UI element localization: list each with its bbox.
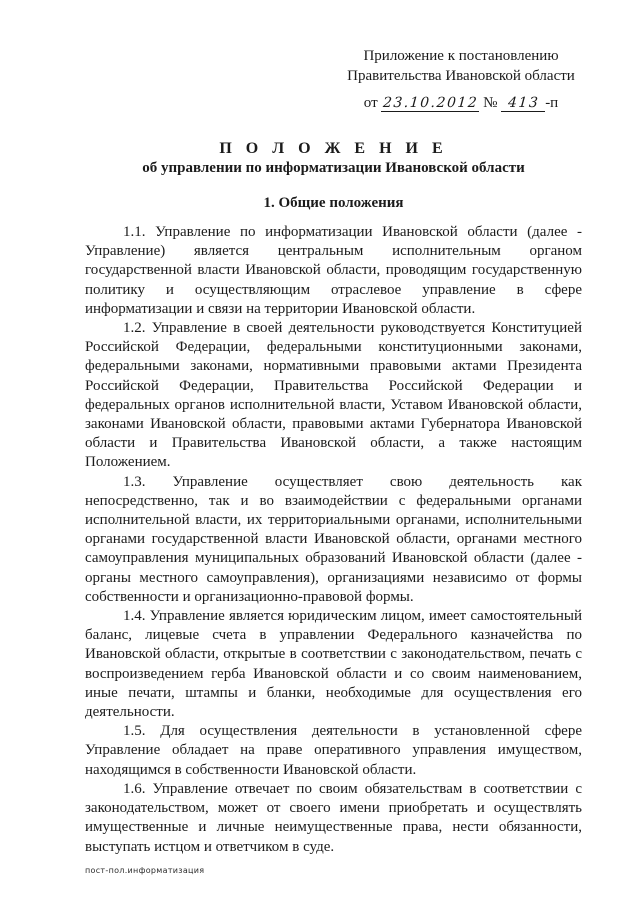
document-subtitle: об управлении по информатизации Ивановской области: [142, 160, 525, 176]
annex-number-field: [501, 96, 545, 112]
paragraph-1-4: 1.4. Управление является юридическим лицом, имеет самостоятельный баланс, лицевые счета в управлении Федерального казначейства по Ивановской области, открытые в соответствии с законодательством, печать с воспроизведением герба Ивановской области и со своим наименованием, иные печати, штампы и бланки, необходимые для осуществления его деятельности.: [85, 608, 582, 721]
document-title: П О Л О Ж Е Н И Е: [219, 140, 448, 157]
annex-block: [340, 46, 582, 113]
footer-filename-note: пост-пол.информатизация: [85, 866, 205, 875]
annex-number-label: №: [483, 95, 498, 111]
paragraph-1-5: 1.5. Для осуществления деятельности в установленной сфере Управление обладает на праве оперативного управления имуществом, находящимся в собственности Ивановской области.: [85, 723, 582, 778]
paragraph-1-3: 1.3. Управление осуществляет свою деятельность как непосредственно, так и во взаимодействии с федеральными органами исполнительной власти, их территориальными органами, исполнительными органами государственной власти Ивановской области, органами местного самоуправления муниципальных образований Ивановской области (далее - органы местного самоуправления), организациями независимо от формы собственности и организационно-правовой формы.: [85, 473, 582, 605]
paragraph-1-1: 1.1. Управление по информатизации Ивановской области (далее - Управление) является центральным исполнительным органом государственной власти Ивановской области, проводящим государственную политику и осуществляющим отраслевое управление в сфере информатизации и связи на территории Ивановской области.: [85, 224, 582, 317]
annex-reference-line: [340, 93, 582, 113]
paragraph-1-2: 1.2. Управление в своей деятельности руководствуется Конституцией Российской Федерации, федеральными конституционными законами, федеральными законами, нормативными правовыми актами Президента Российской Федерации, Правительства Российской Федерации и федеральных органов исполнительной власти, Уставом Ивановской области, законами Ивановской области, правовыми актами Губернатора Ивановской области и Правительства Ивановской области, а также настоящим Положением.: [85, 320, 582, 471]
paragraph-1-6: 1.6. Управление отвечает по своим обязательствам в соответствии с законодательством, может от своего имени приобретать и осуществлять имущественные и личные неимущественные права, нести обязанности, выступать истцом и ответчиком в суде.: [85, 780, 582, 855]
section-heading: 1. Общие положения: [263, 195, 404, 211]
annex-line-2: Правительства Ивановской области: [347, 68, 575, 84]
annex-date-field: [381, 96, 479, 112]
annex-date-handwriting: 23.10.2012: [382, 95, 479, 111]
annex-number-suffix: -п: [545, 95, 559, 111]
annex-number-handwriting: 413: [507, 95, 540, 111]
annex-line-1: Приложение к постановлению: [363, 48, 559, 64]
document-body: [85, 223, 582, 857]
annex-date-label: от: [363, 95, 378, 111]
